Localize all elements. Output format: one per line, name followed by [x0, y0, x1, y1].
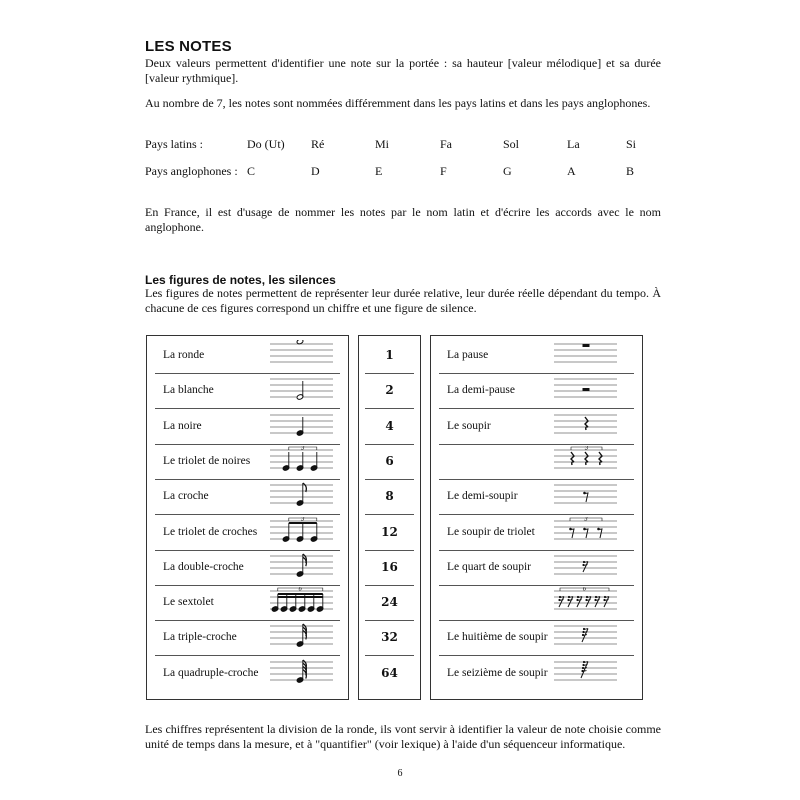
quarter-rest-triplet-icon — [554, 446, 617, 474]
sextuplet-icon — [270, 587, 333, 615]
anglo-note: A — [567, 164, 576, 178]
rest-figure-name: Le soupir — [447, 419, 491, 432]
latin-note: Si — [626, 137, 637, 151]
division-number: 32 — [381, 630, 398, 645]
footer-paragraph: Les chiffres représentent la division de la ronde, ils vont servir à identifier la valeur de note choisie comme unité de temps dans la mesure, et à "quantifier" (voir lexique) à l'aide d'un séquenceur informatique. — [145, 722, 661, 751]
note-figure-name: La croche — [163, 490, 209, 503]
note-figure-row — [155, 444, 340, 480]
rest-figure-row — [439, 620, 634, 656]
whole-rest-icon — [554, 340, 617, 368]
division-number: 8 — [385, 489, 394, 504]
quarter-note-icon — [270, 411, 333, 439]
anglo-note: B — [626, 164, 635, 178]
note-figure-name: Le sextolet — [163, 596, 214, 609]
rest-figure-name: Le quart de soupir — [447, 560, 531, 573]
note-figure-name: Le triolet de noires — [163, 454, 251, 467]
note-figure-name: La blanche — [163, 384, 214, 397]
rest-figure-row — [439, 515, 634, 551]
half-rest-icon — [554, 375, 617, 403]
rest-figure-name: La pause — [447, 349, 489, 361]
division-number-row — [365, 409, 414, 445]
notes-count-paragraph: Au nombre de 7, les notes sont nommées différemment dans les pays latins et dans les pays anglophones. — [145, 96, 651, 110]
rest-figure-name: Le soupir de triolet — [447, 525, 535, 538]
eighth-triplet-icon — [270, 517, 333, 545]
sixteenth-rest-icon — [554, 552, 617, 580]
note-figure-row — [155, 373, 340, 409]
rest-figure-row — [439, 585, 634, 621]
division-number: 64 — [381, 665, 398, 680]
rest-figure-name: La demi-pause — [447, 384, 516, 397]
division-number: 2 — [385, 383, 394, 398]
sixty-fourth-note-icon — [270, 658, 333, 686]
quarter-rest-icon — [554, 411, 617, 439]
rest-figure-row — [439, 409, 634, 445]
latin-label: Pays latins : — [145, 137, 204, 151]
latin-note: Fa — [440, 137, 452, 151]
note-figure-name: La quadruple-croche — [163, 666, 259, 679]
thirty-second-rest-icon — [554, 622, 617, 650]
rest-figure-name: Le demi-soupir — [447, 490, 518, 503]
division-number-row — [365, 515, 414, 551]
sixteenth-note-icon — [270, 552, 333, 580]
svg-text:6: 6 — [582, 587, 587, 593]
division-number: 12 — [381, 524, 398, 539]
anglo-note: D — [311, 164, 320, 178]
division-number-row — [365, 479, 414, 515]
svg-text:3: 3 — [584, 445, 589, 452]
rest-figures-panel — [430, 335, 643, 700]
note-figure-name: La triple-croche — [163, 631, 237, 644]
anglo-note: C — [247, 164, 256, 178]
note-figures-panel — [146, 335, 349, 700]
division-number: 16 — [381, 559, 398, 574]
note-figure-name: La ronde — [163, 349, 205, 361]
division-number-row — [365, 373, 414, 409]
note-figure-row — [155, 620, 340, 656]
svg-text:3: 3 — [301, 516, 305, 522]
division-number: 4 — [385, 418, 394, 433]
eighth-rest-icon — [554, 481, 617, 509]
division-number-row — [365, 338, 414, 374]
division-number-row — [365, 444, 414, 480]
half-note-icon — [270, 375, 333, 403]
page-title: LES NOTES — [145, 38, 232, 55]
note-figure-row — [155, 338, 340, 374]
svg-text:3: 3 — [301, 445, 305, 452]
anglo-label: Pays anglophones : — [145, 164, 238, 178]
division-number: 6 — [385, 453, 394, 468]
figures-title: Les figures de notes, les silences — [145, 273, 336, 287]
note-figure-row — [155, 409, 340, 445]
anglo-note: G — [503, 164, 512, 178]
note-figure-name: La noire — [163, 419, 202, 432]
rest-figure-name: Le seizième de soupir — [447, 666, 548, 679]
svg-text:3: 3 — [584, 516, 588, 522]
rest-figure-row — [439, 550, 634, 586]
sixty-fourth-rest-icon — [554, 658, 617, 686]
latin-note: La — [567, 137, 580, 151]
note-figure-row — [155, 585, 340, 621]
division-number-row — [365, 620, 414, 656]
division-numbers-panel — [358, 335, 421, 700]
eighth-rest-triplet-icon — [554, 517, 617, 545]
division-number-row — [365, 550, 414, 586]
quarter-triplet-icon — [270, 446, 333, 474]
note-figure-row — [155, 515, 340, 551]
rest-figure-row — [439, 479, 634, 515]
thirty-second-note-icon — [270, 622, 333, 650]
whole-note-icon — [270, 340, 333, 368]
rest-figure-row — [439, 373, 634, 409]
svg-text:6: 6 — [298, 587, 303, 593]
note-figure-row — [155, 479, 340, 515]
rest-figure-name: Le huitième de soupir — [447, 631, 548, 644]
eighth-note-icon — [270, 481, 333, 509]
latin-note: Mi — [375, 137, 390, 151]
latin-note: Sol — [503, 137, 520, 151]
note-figure-name: La double-croche — [163, 560, 244, 573]
france-paragraph: En France, il est d'usage de nommer les notes par le nom latin et d'écrire les accords avec le nom anglophone. — [145, 205, 661, 234]
anglo-note: E — [375, 164, 383, 178]
anglo-note: F — [440, 164, 447, 178]
latin-note: Do (Ut) — [247, 137, 285, 151]
figures-paragraph: Les figures de notes permettent de représenter leur durée relative, leur durée réelle dépendant du tempo. À chacune de ces figures correspond un chiffre et une figure de silence. — [145, 286, 661, 315]
note-figure-row — [155, 656, 340, 691]
rest-figure-row — [439, 338, 634, 374]
division-number-row — [365, 585, 414, 621]
division-number: 1 — [385, 348, 394, 362]
division-number: 24 — [381, 595, 398, 610]
rest-figure-row — [439, 444, 634, 480]
page-number: 6 — [397, 768, 403, 779]
intro-paragraph: Deux valeurs permettent d'identifier une note sur la portée : sa hauteur [valeur mélodique] et sa durée [valeur rythmique]. — [145, 56, 661, 85]
note-figure-name: Le triolet de croches — [163, 525, 258, 538]
rest-figure-row — [439, 656, 634, 691]
note-figure-row — [155, 550, 340, 586]
sixteenth-rest-sextuplet-icon — [554, 587, 617, 615]
latin-note: Ré — [311, 137, 325, 151]
division-number-row — [365, 656, 414, 691]
